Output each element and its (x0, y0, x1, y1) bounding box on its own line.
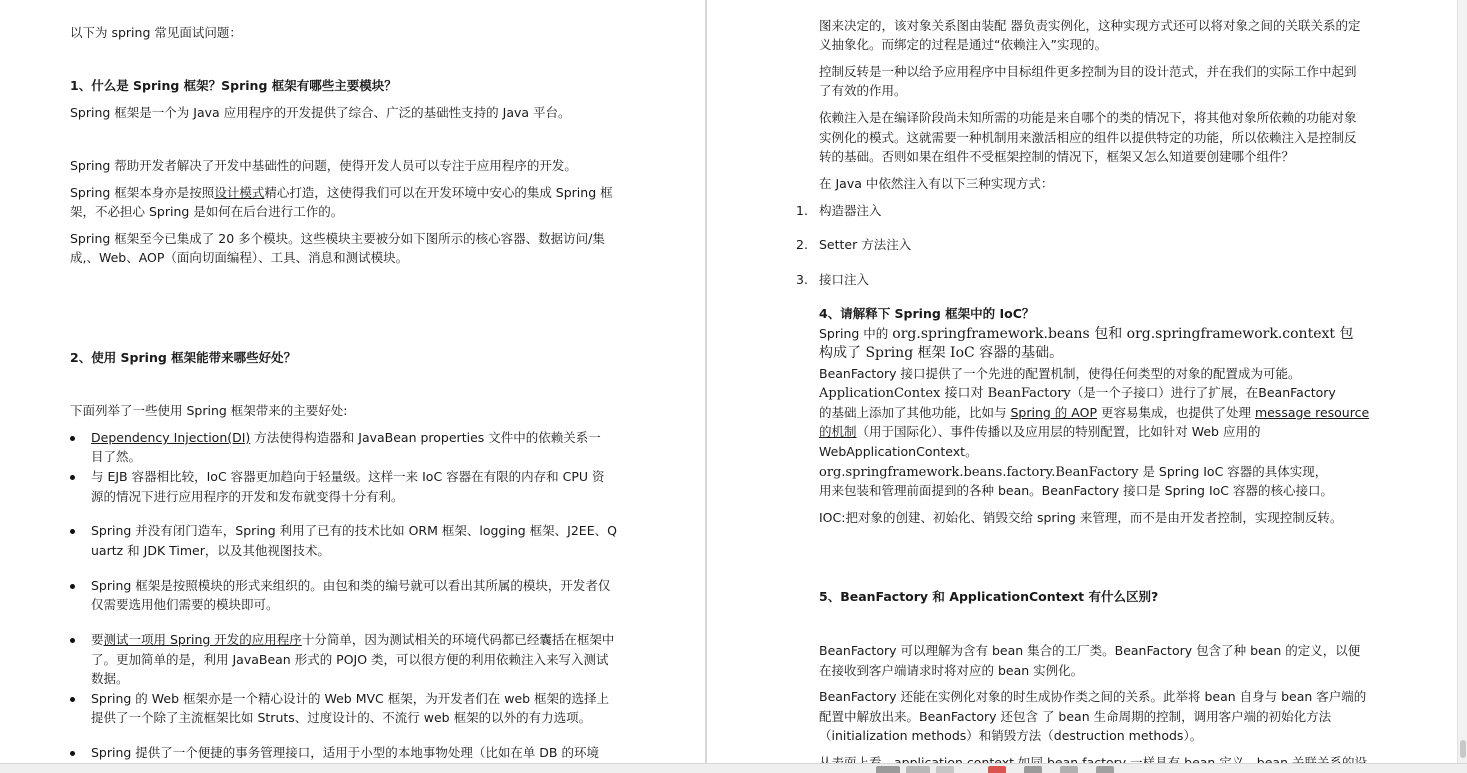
list-item-line: 仅需要选用他们需要的模块即可。 (91, 597, 279, 612)
taskbar-app-icon[interactable] (1060, 766, 1078, 773)
q4-heading: 4、请解释下 Spring 框架中的 IoC？ (819, 306, 1035, 321)
bullet-dot (70, 475, 75, 480)
list-item-line: 提供了一个除了主流框架比如 Struts、过度设计的、不流行 web 框架的以外的有力选项。 (91, 710, 592, 725)
text-span: （用于国际化）、事件传播以及应用层的特别配置，比如针对 Web 应用的 (856, 424, 1261, 439)
list-number: 3. (796, 272, 808, 287)
taskbar-app-icon[interactable] (876, 766, 900, 773)
text-span: ApplicationContex 接口对 BeanFactory (819, 386, 1071, 401)
paragraph: 依赖注入是在编译阶段尚未知所需的功能是来自哪个的类的情况下，将其他对象所依赖的功能对象 (819, 110, 1357, 125)
paragraph-line (819, 422, 1260, 442)
link-dependency-injection[interactable]: Dependency Injection(DI) (91, 430, 251, 445)
bullet-dot (70, 436, 75, 441)
vertical-scrollbar[interactable] (1457, 0, 1467, 763)
paragraph-line: 配置中解放出来。BeanFactory 还包含 了 bean 生命周期的控制，调用客户端的初始化方法 (819, 709, 1332, 724)
list-number: 2. (796, 237, 808, 252)
paragraph (819, 324, 1353, 345)
bullet-dot (70, 697, 75, 702)
list-item-line: 源的情况下进行应用程序的开发和发布就变得十分有利。 (91, 489, 404, 504)
paragraph (819, 383, 1336, 404)
paragraph: Spring 框架是一个为 Java 应用程序的开发提供了综合、广泛的基础性支持的 Java 平台。 (70, 105, 571, 120)
list-item: Spring 提供了一个便捷的事务管理接口，适用于小型的本地事物处理（比如在单 DB 的环境 (91, 745, 599, 760)
paragraph: Spring 帮助开发者解决了开发中基础性的问题，使得开发人员可以专注于应用程序的开发。 (70, 158, 577, 173)
q5-heading: 5、BeanFactory 和 ApplicationContext 有什么区别? (819, 589, 1159, 604)
paragraph-line: 义抽象化。而绑定的过程是通过“依赖注入”实现的。 (819, 37, 1107, 52)
paragraph: 图来决定的，该对象关系图由装配 器负责实例化，这种实现方式还可以将对象之间的关联关系的定 (819, 18, 1361, 33)
paragraph-line: 实例化的模式。这就需要一种机制用来激活相应的组件以提供特定的功能，所以依赖注入是控制反 (819, 130, 1357, 145)
list-item: 接口注入 (819, 272, 870, 287)
text-span: org.springframework.beans.factory.BeanFactory (819, 465, 1139, 480)
taskbar-app-icon[interactable] (906, 766, 930, 773)
paragraph-line: 了有效的作用。 (819, 83, 907, 98)
paragraph-line: 架，不必担心 Spring 是如何在后台进行工作的。 (70, 204, 344, 219)
page-left (0, 0, 705, 773)
text-span: 更容易集成，也提供了处理 (1096, 405, 1255, 420)
bullet-dot (70, 751, 75, 756)
q1-heading: 1、什么是 Spring 框架？Spring 框架有哪些主要模块？ (70, 78, 397, 93)
list-item: Spring 的 Web 框架亦是一个精心设计的 Web MVC 框架，为开发者们在 web 框架的选择上 (91, 691, 610, 706)
taskbar-app-icon[interactable] (1096, 766, 1114, 773)
paragraph-line: WebApplicationContext。 (819, 444, 978, 459)
paragraph-line: 成,、Web、AOP（面向切面编程）、工具、消息和测试模块。 (70, 250, 409, 265)
list-number: 1. (796, 203, 808, 218)
link-design-patterns[interactable]: 设计模式 (214, 185, 265, 200)
list-item: Setter 方法注入 (819, 237, 912, 252)
text-span: 方法使得构造器和 JavaBean properties 文件中的依赖关系一 (250, 430, 601, 445)
paragraph-line: 转的基础。否则如果在组件不受框架控制的情况下，框架又怎么知道要创建哪个组件？ (819, 149, 1295, 164)
taskbar-app-icon[interactable] (1024, 766, 1042, 773)
scrollbar-thumb[interactable] (1460, 740, 1466, 758)
page-right (707, 0, 1457, 773)
paragraph (819, 462, 1327, 483)
paragraph-line: 在接收到客户端请求时将对应的 bean 实例化。 (819, 663, 1084, 678)
bullet-dot (70, 584, 75, 589)
intro-text: 以下为 spring 常见面试问题： (70, 25, 242, 40)
link-spring-aop[interactable]: Spring 的 AOP (1010, 405, 1097, 420)
bullet-dot (70, 638, 75, 643)
list-item: 与 EJB 容器相比较，IoC 容器更加趋向于轻量级。这样一来 IoC 容器在有限的内存和 CPU 资 (91, 469, 605, 484)
list-item-line: 数据。 (91, 671, 129, 686)
taskbar-strip (0, 763, 1467, 773)
list-item-line: 目了然。 (91, 449, 142, 464)
q2-heading: 2、使用 Spring 框架能带来哪些好处？ (70, 350, 297, 365)
list-item (91, 630, 614, 650)
paragraph: BeanFactory 还能在实例化对象的时生成协作类之间的关系。此举将 bean 自身与 bean 客户端的 (819, 689, 1367, 704)
paragraph-line: （initialization methods）和销毁方法（destruction methods）。 (819, 728, 1203, 743)
text-span: 是 Spring IoC 容器的具体实现， (1138, 464, 1328, 479)
paragraph-line: 构成了 Spring 框架 IoC 容器的基础。 (819, 345, 1064, 361)
paragraph-line: 用来包装和管理前面提到的各种 bean。BeanFactory 接口是 Spring IoC 容器的核心接口。 (819, 483, 1333, 498)
link-message-resource[interactable]: message resource (1254, 405, 1370, 420)
text-span: 十分简单，因为测试相关的环境代码都已经囊括在框架中 (301, 632, 615, 647)
list-item-line: uartz 和 JDK Timer，以及其他视图技术。 (91, 543, 330, 558)
paragraph: 控制反转是一种以给予应用程序中目标组件更多控制为目的设计范式，并在我们的实际工作中起到 (819, 64, 1357, 79)
taskbar-app-icon[interactable] (936, 766, 954, 773)
text-span: 要 (91, 632, 104, 647)
list-item: Spring 并没有闭门造车，Spring 利用了已有的技术比如 ORM 框架、logging 框架、J2EE、Q (91, 523, 617, 538)
text-span: 精心打造，这使得我们可以在开发环境中安心的集成 Spring 框 (264, 185, 613, 200)
list-item: Spring 框架是按照模块的形式来组织的。由包和类的编号就可以看出其所属的模块，开发者仅 (91, 578, 611, 593)
paragraph: BeanFactory 接口提供了一个先进的配置机制，使得任何类型的对象的配置成为可能。 (819, 366, 1301, 381)
text-span: Spring 中的 (819, 326, 893, 341)
text-span: org.springframework.beans 包和 org.springframework.context 包 (892, 326, 1354, 342)
list-item: 构造器注入 (819, 203, 882, 218)
paragraph-line (819, 403, 1369, 423)
list-item-line: 了。更加简单的是，利用 JavaBean 形式的 POJO 类，可以很方便的利用依赖注入来写入测试 (91, 652, 609, 667)
paragraph: IOC:把对象的创建、初始化、销毁交给 spring 来管理，而不是由开发者控制，实现控制反转。 (819, 510, 1343, 525)
taskbar-app-icon[interactable] (988, 766, 1006, 773)
link-mechanism[interactable]: 的机制 (819, 424, 857, 439)
text-span: Spring 框架本身亦是按照 (70, 185, 215, 200)
paragraph (70, 183, 613, 203)
bullet-dot (70, 529, 75, 534)
link-spring-testing[interactable]: 测试一项用 Spring 开发的应用程序 (103, 632, 302, 647)
paragraph: 在 Java 中依然注入有以下三种实现方式： (819, 176, 1054, 191)
text-span: （是一个子接口）进行了扩展，在BeanFactory (1070, 385, 1336, 400)
paragraph: Spring 框架至今已集成了 20 多个模块。这些模块主要被分如下图所示的核心容器、数据访问/集 (70, 231, 605, 246)
paragraph: BeanFactory 可以理解为含有 bean 集合的工厂类。BeanFactory 包含了种 bean 的定义，以便 (819, 643, 1361, 658)
list-item (91, 428, 601, 448)
paragraph: 下面列举了一些使用 Spring 框架带来的主要好处: (70, 403, 348, 418)
text-span: 的基础上添加了其他功能，比如与 (819, 405, 1011, 420)
